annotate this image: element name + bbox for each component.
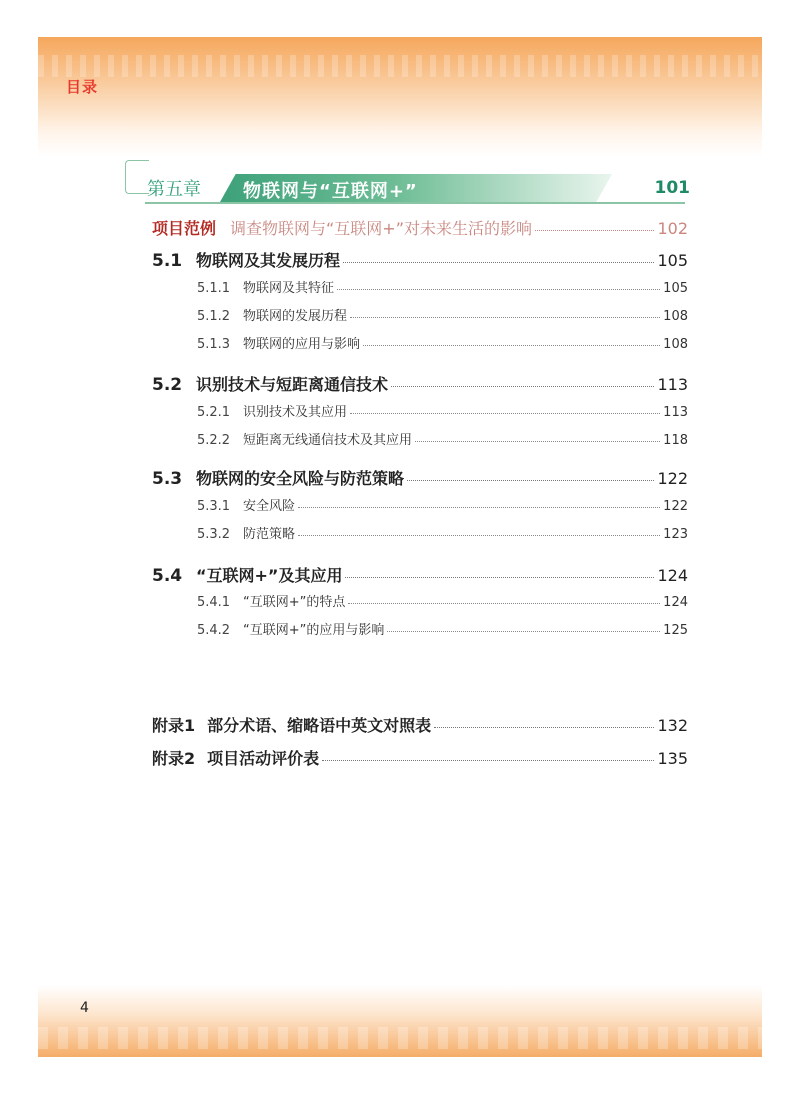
subsection-number: 5.2.2 xyxy=(197,433,231,448)
appendix-number: 附录1 xyxy=(152,716,196,735)
chapter-header[interactable] xyxy=(125,160,690,206)
chapter-page-number: 101 xyxy=(654,178,690,198)
dot-leader xyxy=(434,727,654,728)
chapter-bracket-decoration xyxy=(125,160,149,194)
section-title: “互联网+”及其应用 xyxy=(196,566,343,585)
toc-entry-subsection[interactable] xyxy=(197,619,688,638)
subsection-number: 5.1.2 xyxy=(197,309,231,324)
dot-leader xyxy=(343,262,654,263)
subsection-title: “互联网+”的应用与影响 xyxy=(243,623,385,638)
dot-leader xyxy=(535,230,654,231)
toc-entry-appendix[interactable] xyxy=(152,713,688,736)
toc-entry-section[interactable] xyxy=(152,466,688,489)
toc-entry-section[interactable] xyxy=(152,372,688,395)
toc-entry-subsection[interactable] xyxy=(197,305,688,324)
subsection-number: 5.1.3 xyxy=(197,337,231,352)
dot-leader xyxy=(337,289,660,290)
footer-decoration-band xyxy=(38,985,762,1057)
subsection-number: 5.4.1 xyxy=(197,595,231,610)
dot-leader xyxy=(348,603,660,604)
subsection-page-number: 113 xyxy=(663,405,688,420)
subsection-number: 5.3.1 xyxy=(197,499,231,514)
section-number: 5.1 xyxy=(152,251,183,271)
dot-leader xyxy=(415,441,660,442)
toc-entry-subsection[interactable] xyxy=(197,495,688,514)
project-title: 调查物联网与“互联网+”对未来生活的影响 xyxy=(230,219,533,238)
toc-label: 目录 xyxy=(66,78,99,96)
chapter-title: 物联网与“互联网+” xyxy=(243,181,418,202)
subsection-page-number: 105 xyxy=(663,281,688,296)
subsection-title: 识别技术及其应用 xyxy=(243,405,348,420)
toc-entry-subsection[interactable] xyxy=(197,429,688,448)
section-title: 识别技术与短距离通信技术 xyxy=(196,375,389,394)
appendix-number: 附录2 xyxy=(152,749,196,768)
appendix-title: 部分术语、缩略语中英文对照表 xyxy=(207,716,432,735)
dot-leader xyxy=(322,760,654,761)
toc-entry-project[interactable] xyxy=(152,216,688,239)
dot-leader xyxy=(350,413,660,414)
section-page-number: 105 xyxy=(657,251,688,270)
section-page-number: 122 xyxy=(657,469,688,488)
subsection-number: 5.4.2 xyxy=(197,623,231,638)
chapter-number: 第五章 xyxy=(147,179,201,200)
subsection-page-number: 108 xyxy=(663,309,688,324)
page-number: 4 xyxy=(80,1000,89,1016)
appendix-page-number: 135 xyxy=(657,749,688,768)
toc-entry-section[interactable] xyxy=(152,248,688,271)
section-page-number: 124 xyxy=(657,566,688,585)
dot-leader xyxy=(387,631,660,632)
subsection-title: 物联网的发展历程 xyxy=(243,309,348,324)
dot-leader xyxy=(407,480,654,481)
section-number: 5.4 xyxy=(152,566,183,586)
section-number: 5.3 xyxy=(152,469,183,489)
project-page-number: 102 xyxy=(657,219,688,238)
subsection-title: 防范策略 xyxy=(243,527,296,542)
subsection-page-number: 118 xyxy=(663,433,688,448)
subsection-page-number: 108 xyxy=(663,337,688,352)
dot-leader xyxy=(298,535,660,536)
dot-leader xyxy=(345,577,654,578)
section-page-number: 113 xyxy=(657,375,688,394)
subsection-page-number: 125 xyxy=(663,623,688,638)
toc-entry-appendix[interactable] xyxy=(152,746,688,769)
section-number: 5.2 xyxy=(152,375,183,395)
dot-leader xyxy=(363,345,660,346)
appendix-page-number: 132 xyxy=(657,716,688,735)
toc-entry-subsection[interactable] xyxy=(197,277,688,296)
subsection-title: 物联网的应用与影响 xyxy=(243,337,361,352)
toc-entry-subsection[interactable] xyxy=(197,401,688,420)
toc-entry-subsection[interactable] xyxy=(197,333,688,352)
subsection-page-number: 123 xyxy=(663,527,688,542)
section-title: 物联网的安全风险与防范策略 xyxy=(196,469,405,488)
subsection-number: 5.2.1 xyxy=(197,405,231,420)
toc-entry-subsection[interactable] xyxy=(197,591,688,610)
subsection-number: 5.3.2 xyxy=(197,527,231,542)
project-tag: 项目范例 xyxy=(152,219,217,238)
header-decoration-band xyxy=(38,37,762,157)
toc-entry-subsection[interactable] xyxy=(197,523,688,542)
section-title: 物联网及其发展历程 xyxy=(196,251,341,270)
toc-entry-section[interactable] xyxy=(152,563,688,586)
dot-leader xyxy=(391,386,654,387)
dot-leader xyxy=(298,507,660,508)
subsection-page-number: 124 xyxy=(663,595,688,610)
appendix-title: 项目活动评价表 xyxy=(207,749,320,768)
subsection-title: “互联网+”的特点 xyxy=(243,595,346,610)
subsection-title: 物联网及其特征 xyxy=(243,281,335,296)
subsection-title: 短距离无线通信技术及其应用 xyxy=(243,433,413,448)
dot-leader xyxy=(350,317,660,318)
subsection-page-number: 122 xyxy=(663,499,688,514)
subsection-number: 5.1.1 xyxy=(197,281,231,296)
subsection-title: 安全风险 xyxy=(243,499,296,514)
